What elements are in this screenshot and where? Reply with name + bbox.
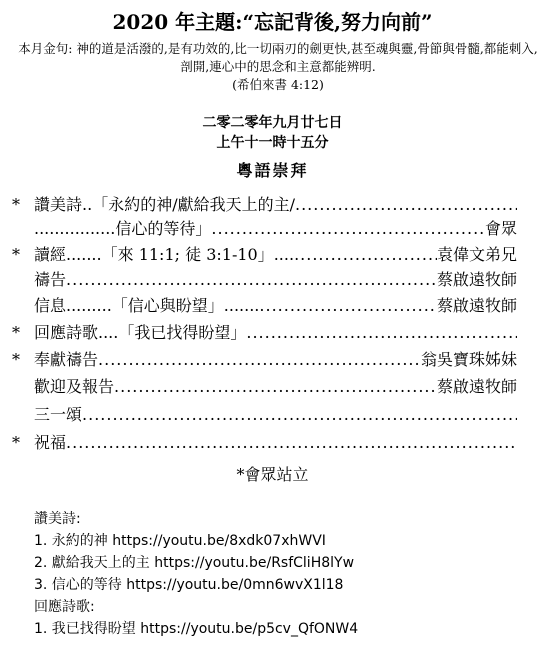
service-time: 上午十一時十五分 xyxy=(216,135,329,151)
order-item-offering-prayer xyxy=(12,348,517,372)
order-item-doxology xyxy=(12,403,517,427)
dot-leader xyxy=(246,321,517,345)
dot-leader xyxy=(259,294,437,318)
dot-leader xyxy=(66,268,437,292)
item-leader: 袁偉文弟兄 xyxy=(436,245,517,264)
item-leader: 會眾 xyxy=(484,219,517,238)
item-label: 禱告 xyxy=(34,270,67,289)
hymns-heading: 讚美詩: xyxy=(34,511,81,527)
dot-leader xyxy=(66,431,517,455)
standing-marker: * xyxy=(12,195,20,214)
dot-leader xyxy=(295,193,517,217)
item-leader: 蔡啟遠牧師 xyxy=(436,377,517,396)
item-label: 讚美詩.. xyxy=(34,195,93,214)
item-content: 「永約的神/獻給我天上的主/ xyxy=(92,195,295,214)
item-label: 回應詩歌.... xyxy=(34,323,119,342)
item-content: 信心的等待」 xyxy=(115,219,212,238)
item-label: 讀經....... xyxy=(34,245,102,264)
dot-leader xyxy=(82,403,517,427)
item-label: 祝福 xyxy=(34,433,67,452)
item-label: 歡迎及報告 xyxy=(34,377,115,396)
service-date: 二零二零年九月廿七日 xyxy=(202,115,343,131)
standing-marker xyxy=(12,268,34,292)
item-label: 三一頌 xyxy=(34,405,83,424)
order-item-sermon xyxy=(12,294,517,318)
response-hymn-link[interactable]: 1. 我已找得盼望 https://youtu.be/p5cv_QfONW4 xyxy=(34,621,359,637)
service-name: 粵語崇拜 xyxy=(236,161,309,180)
hymn-link[interactable]: 1. 永約的神 https://youtu.be/8xdk07xhWVI xyxy=(34,533,326,549)
order-item-benediction xyxy=(12,431,517,455)
standing-marker: * xyxy=(12,433,20,452)
item-label: 奉獻禱告 xyxy=(34,350,99,369)
item-label: ................ xyxy=(34,219,116,238)
theme-title: 2020 年主題:“忘記背後,努力向前” xyxy=(112,10,433,34)
response-hymn-heading: 回應詩歌: xyxy=(34,599,95,615)
monthly-verse xyxy=(18,40,538,94)
hymn-link[interactable]: 2. 獻給我天上的主 https://youtu.be/RsfCliH8lYw xyxy=(34,555,355,571)
item-content: 「來 11:1; 徒 3:1-10」.... xyxy=(101,245,295,264)
standing-marker: * xyxy=(12,323,20,342)
item-leader: 蔡啟遠牧師 xyxy=(436,296,517,315)
dot-leader xyxy=(211,217,485,241)
item-content: 「我已找得盼望」 xyxy=(118,323,247,342)
hymn-link[interactable]: 3. 信心的等待 https://youtu.be/0mn6wvX1l18 xyxy=(34,577,344,593)
item-leader: 蔡啟遠牧師 xyxy=(436,270,517,289)
standing-marker: * xyxy=(12,350,20,369)
item-leader: 翁吳寶珠姊妹 xyxy=(420,350,517,369)
order-item-hymns-cont xyxy=(12,217,517,241)
standing-note: *會眾站立 xyxy=(236,465,309,484)
order-item-response-hymn xyxy=(12,321,517,345)
order-item-scripture xyxy=(12,243,517,267)
standing-marker: * xyxy=(12,245,20,264)
dot-leader xyxy=(98,348,421,372)
verse-text: 本月金句: 神的道是活潑的,是有功效的,比一切兩刃的劍更快,甚至魂與靈,骨節與骨髓,都能刺入,剖開,連心中的思念和主意都能辨明. xyxy=(18,41,538,74)
dot-leader xyxy=(294,243,437,267)
verse-reference: (希伯來書 4:12) xyxy=(232,77,324,92)
standing-marker xyxy=(12,403,34,427)
order-item-hymns xyxy=(12,193,517,217)
standing-marker xyxy=(12,375,34,399)
order-item-welcome xyxy=(12,375,517,399)
dot-leader xyxy=(114,375,437,399)
order-item-prayer xyxy=(12,268,517,292)
item-label: 信息......... xyxy=(34,296,112,315)
standing-marker xyxy=(12,294,34,318)
item-content: 「信心與盼望」....... xyxy=(111,296,260,315)
standing-marker xyxy=(12,217,34,241)
video-links xyxy=(34,508,358,640)
